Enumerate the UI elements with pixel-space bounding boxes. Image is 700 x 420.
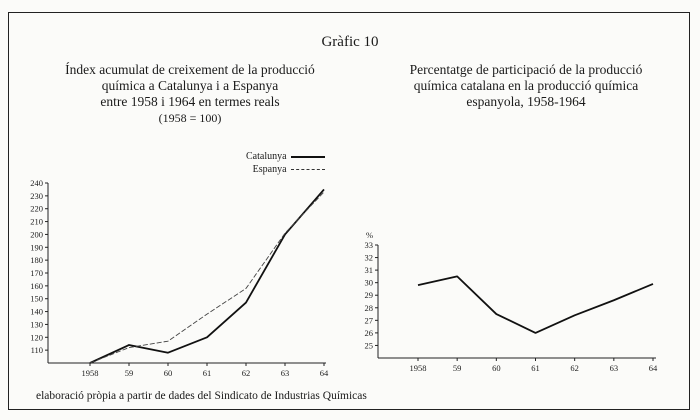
right-chart-title-line-2: química catalana en la producció química [413,78,639,93]
right-x-tick-label: 62 [570,363,579,373]
left-series-catalunya-line [90,189,324,363]
left-y-tick-label: 230 [30,190,43,201]
right-chart-title-line-3: espanyola, 1958-1964 [466,94,586,109]
left-y-tick-label: 190 [30,242,43,253]
right-y-tick-label: 29 [364,290,373,301]
right-chart-title-line-1: Percentatge de participació de la producció [409,62,643,77]
left-y-tick-label: 180 [30,255,43,266]
source-note: elaboració pròpia a partir de dades del Sindicato de Industrias Químicas [36,390,367,402]
left-chart [30,178,329,378]
right-series-series-0-line [418,276,653,333]
right-x-tick-label: 60 [492,363,501,373]
left-y-tick-label: 200 [30,229,43,240]
figure-title: Gràfic 10 [321,34,379,50]
right-y-tick-label: 28 [364,302,373,313]
legend-label-espanya: Espanya [252,164,287,175]
legend-label-catalunya: Catalunya [246,151,287,162]
left-x-tick-label: 64 [319,368,329,378]
left-y-tick-label: 110 [30,345,43,356]
right-y-tick-label: 25 [364,340,373,351]
left-y-tick-label: 140 [30,306,43,317]
right-x-tick-label: 61 [531,363,540,373]
right-x-tick-label: 1958 [409,363,427,373]
right-y-tick-label: 30 [364,277,373,288]
left-y-tick-label: 220 [30,203,43,214]
left-y-tick-label: 210 [30,216,43,227]
left-y-tick-label: 150 [30,293,43,304]
left-chart-title-line-3: entre 1958 i 1964 en termes reals [100,94,280,109]
left-y-tick-label: 160 [30,280,43,291]
right-y-unit-label: % [366,230,374,240]
left-x-tick-label: 62 [241,368,251,378]
left-x-tick-label: 60 [163,368,173,378]
left-x-tick-label: 63 [280,368,290,378]
right-x-tick-label: 59 [452,363,462,373]
left-chart-subtitle: (1958 = 100) [158,111,222,125]
left-chart-title-line-2: química a Catalunya i a Espanya [101,78,279,93]
right-chart [365,230,659,373]
right-y-tick-label: 27 [364,315,373,326]
left-x-tick-label: 61 [202,368,212,378]
left-y-tick-label: 130 [30,319,43,330]
left-y-tick-label: 120 [30,332,43,343]
right-y-tick-label: 33 [364,240,373,250]
right-x-tick-label: 63 [609,363,619,373]
right-x-tick-label: 64 [648,363,658,373]
left-y-tick-label: 170 [30,268,43,278]
left-chart-title-line-1: Índex acumulat de creixement de la producció [65,62,315,77]
right-y-tick-label: 32 [364,252,373,263]
left-x-tick-label: 59 [124,368,134,378]
left-x-tick-label: 1958 [81,368,99,378]
left-y-tick-label: 240 [30,178,43,188]
right-y-tick-label: 31 [364,265,373,276]
right-y-tick-label: 26 [364,327,373,338]
